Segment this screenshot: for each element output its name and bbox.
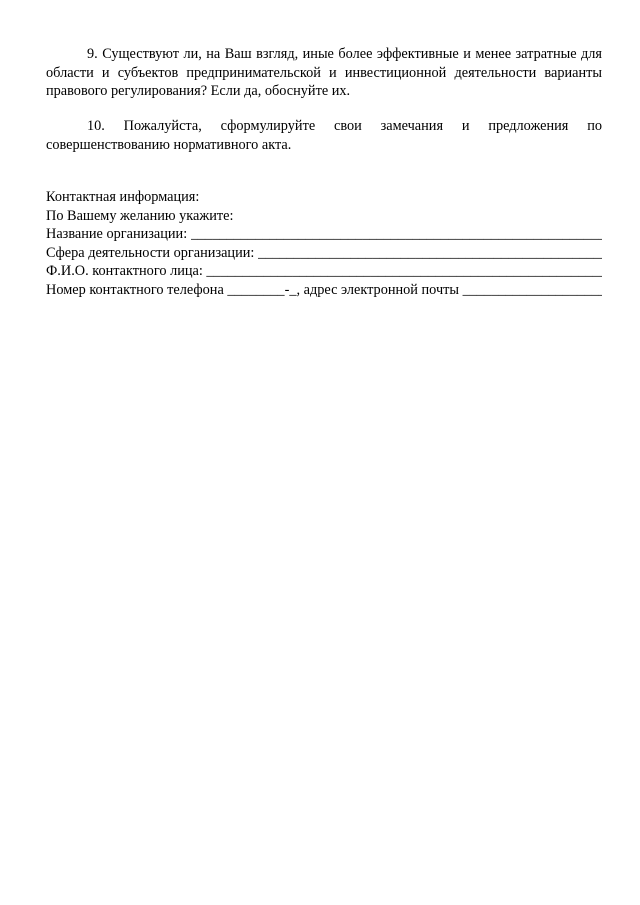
- phone-email-line: [46, 281, 602, 300]
- email-label: , адрес электронной почты: [296, 281, 463, 298]
- question-10-paragraph: 10. Пожалуйста, сформулируйте свои замечания и предложения по совершенствованию нормативного акта.: [46, 118, 602, 153]
- contact-person-label: Ф.И.О. контактного лица:: [46, 263, 207, 279]
- organization-name-label: Название организации:: [46, 226, 191, 242]
- contact-info-instruction: По Вашему желанию укажите:: [46, 207, 234, 224]
- phone-label: Номер контактного телефона: [46, 281, 228, 298]
- contact-person-line: [46, 262, 602, 281]
- email-blank[interactable]: ____________: [462, 281, 549, 298]
- organization-activity-label: Сфера деятельности организации:: [46, 244, 258, 261]
- question-9-paragraph: 9. Существуют ли, на Ваш взгляд, иные более эффективные и менее затратные для области и субъектов предпринимательской и инвестиционной деятельности варианты правового регулирования? Если да, обоснуйте их.: [46, 46, 602, 99]
- organization-name-line: [46, 225, 602, 244]
- contact-person-blank[interactable]: [206, 262, 602, 281]
- organization-activity-blank[interactable]: [258, 244, 602, 263]
- organization-name-blank[interactable]: [191, 225, 602, 244]
- contact-info-heading: Контактная информация:: [46, 189, 200, 205]
- organization-activity-line: [46, 244, 602, 263]
- email-blank-tail[interactable]: [548, 281, 602, 300]
- phone-blank[interactable]: ________-_: [227, 281, 297, 298]
- contact-info-section: [46, 188, 602, 299]
